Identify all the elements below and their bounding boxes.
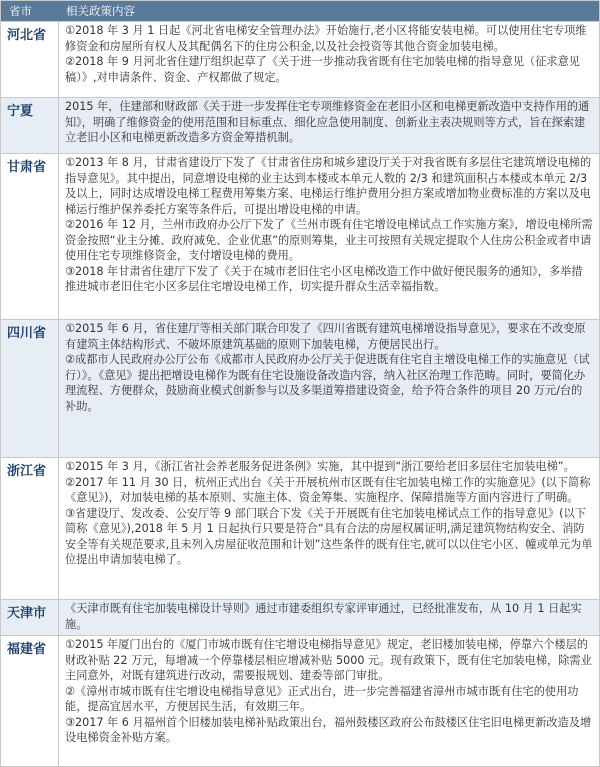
table-row-fujian: [1, 635, 599, 766]
province-name: 河北省: [1, 22, 59, 97]
table-row-tianjin: [1, 599, 599, 635]
province-name: 天津市: [1, 600, 59, 635]
province-name: 浙江省: [1, 458, 59, 599]
policy-content: [65, 601, 593, 632]
header-content: 相关政策内容: [66, 4, 135, 18]
policy-content: [65, 155, 593, 295]
policy-paragraph: ①2015 年 6 月，省住建厅等相关部门联合印发了《四川省既有建筑电梯增设指导意见》，要求在不改变原有建筑主体结构形式、不破坏原建筑基础的原则下加装电梯，方便居民出行。: [65, 322, 586, 351]
policy-paragraph: ②《漳州市城市既有住宅增设电梯指导意见》正式出台，进一步完善福建省漳州市城市既有住宅的使用功能，提高宜居水平，方便居民生活，有效期三年。: [65, 684, 579, 713]
policy-paragraph: ②成都市人民政府办公厅公布《成都市人民政府办公厅关于促进既有住宅自主增设电梯工作的实施意见（试行）》。《意见》提出把增设电梯作为既有住宅设施设备改造内容，纳入社区治理工作范畴。同时，要简化办理流程、方便群众，鼓励商业模式创新参与以及多渠道筹措建设资金，给予符合条件的项目 20 万元/台的补助。: [65, 353, 590, 413]
table-header: [1, 1, 599, 21]
policy-content: [65, 23, 593, 85]
province-name: 宁夏: [1, 98, 59, 153]
policy-content: [65, 459, 593, 568]
table-row-ningxia: [1, 97, 599, 153]
policy-paragraph: ①2018 年 3 月 1 日起《河北省电梯安全管理办法》开始施行,老小区将能安装电梯。可以使用住宅专项维修资金和房屋所有权人及其配偶名下的住房公积金,以及社会投资等其他合资金加装电梯。: [65, 24, 587, 53]
province-name: 四川省: [1, 320, 59, 457]
policy-paragraph: ①2015 年厦门出台的《厦门市城市既有住宅增设电梯指导意见》规定，老旧楼加装电梯，停靠六个楼层的财政补贴 22 万元，每增减一个停靠楼层相应增减补贴 5000 元。现有政策下，既有住宅加装电梯，除需业主同意外，对既有建筑进行改动，需要报规划、建委等部门审批。: [65, 638, 592, 682]
policy-paragraph: ③2018 年甘肃省住建厅下发了《关于在城市老旧住宅小区电梯改造工作中做好便民服务的通知》，多举措推进城市老旧住宅小区多层住宅增设电梯工作，切实提升群众生活幸福指数。: [65, 264, 583, 293]
province-name: 甘肃省: [1, 154, 59, 319]
policy-content: [65, 99, 593, 146]
policy-paragraph: ①2015 年 3 月，《浙江省社会养老服务促进条例》实施，其中提到“浙江要给老旧多层住宅加装电梯”。: [65, 460, 575, 473]
policy-paragraph: 2015 年，住建部和财政部《关于进一步发挥住宅专项维修资金在老旧小区和电梯更新改造中支持作用的通知》，明确了维修资金的使用范围和目标重点、细化应急使用制度、创新业主表决规则等方式，旨在探索建立老旧小区和电梯更新改造多方资金筹措机制。: [65, 100, 590, 144]
policy-paragraph: ②2018 年 9 月河北省住建厅组织起草了《关于进一步推动我省既有住宅加装电梯的指导意见（征求意见稿）》,对申请条件、资金、产权都做了规定。: [65, 55, 580, 84]
policy-paragraph: ③省建设厅、发改委、公安厅等 9 部门联合下发《关于开展既有住宅加装电梯试点工作的指导意见》(以下简称《意见》),2018 年 5 月 1 日起执行只要是符合“具有合法的房屋权属证明,满足建筑物结构安全、消防安全等有关规范要求,且未列入房屋征收范围和计划”这些条件的既有住宅,就可以以住宅小区、幢或单元为单位提出申请加装电梯了。: [65, 506, 593, 566]
table-row-gansu: [1, 153, 599, 319]
policy-paragraph: 《天津市既有住宅加装电梯设计导则》通过市建委组织专家评审通过，已经批准发布，从 10 月 1 日起实施。: [65, 602, 582, 631]
header-province: 省市: [9, 4, 32, 18]
table-row-hebei: [1, 21, 599, 97]
table-row-zhejiang: [1, 457, 599, 599]
policy-content: [65, 637, 593, 746]
province-name: 福建省: [1, 636, 59, 766]
policy-paragraph: ②2017 年 11 月 30 日，杭州正式出台《关于开展杭州市区既有住宅加装电梯工作的实施意见》(以下简称《意见》)，对加装电梯的基本原则、实施主体、资金筹集、实施程序、保障措施等方面内容进行了明确。: [65, 475, 591, 504]
policy-content: [65, 321, 593, 414]
table-row-sichuan: [1, 319, 599, 457]
policy-paragraph: ②2016 年 12 月，兰州市政府办公厅下发了《兰州市既有住宅增设电梯试点工作实施方案》，增设电梯所需资金按照“业主分摊、政府减免、企业优惠”的原则筹集，业主可按照有关规定提取个人住房公积金或者申请使用住宅专项维修资金，支付增设电梯的费用。: [65, 218, 593, 262]
policy-paragraph: ①2013 年 8 月，甘肃省建设厅下发了《甘肃省住房和城乡建设厅关于对我省既有多层住宅建筑增设电梯的指导意见》。其中提出，同意增设电梯的业主达到本楼或本单元人数的 2/3 和建筑面积占本楼或本单元 2/3 及以上，同时达成增设电梯工程费用筹集方案、电梯运行维护费用分担方案或增加物业费标准的方案以及电梯运行维护保养委托方案等条件后，可提出增设电梯的申请。: [65, 156, 592, 216]
policy-paragraph: ③2017 年 6 月福州首个旧楼加装电梯补贴政策出台，福州鼓楼区政府公布鼓楼区住宅旧电梯更新改造及增设电梯资金补贴方案。: [65, 715, 592, 744]
